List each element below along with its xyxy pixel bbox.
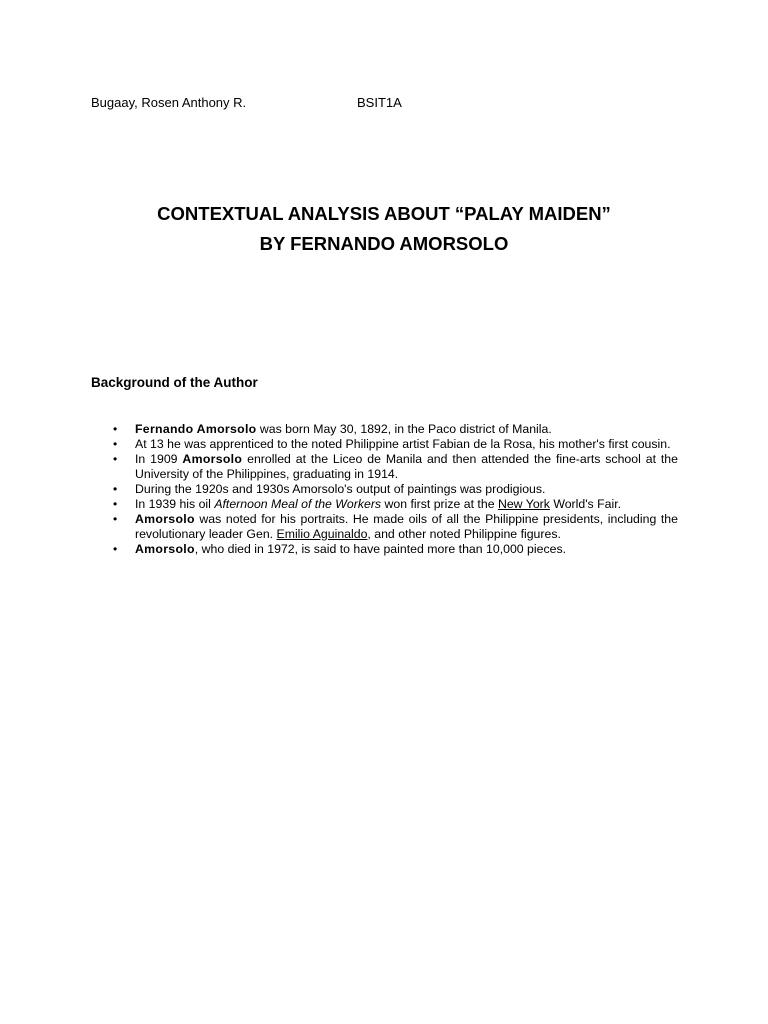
bullet-icon: •	[113, 422, 118, 436]
list-item: • Fernando Amorsolo was born May 30, 1892, in the Paco district of Manila.	[113, 422, 552, 436]
list-item: • In 1909 Amorsolo enrolled at the Liceo de Manila and then attended the fine-arts school at the University of the Philippines, graduating in 1914.	[113, 452, 678, 481]
emilio-aguinaldo-link[interactable]: Emilio Aguinaldo	[276, 527, 368, 541]
bullet-icon: •	[113, 542, 118, 556]
student-name: Bugaay, Rosen Anthony R.	[91, 95, 247, 110]
title-line-2: BY FERNANDO AMORSOLO	[259, 233, 509, 254]
section-heading: Background of the Author	[91, 375, 258, 390]
list-item: • In 1939 his oil Afternoon Meal of the Workers won first prize at the New York World's Fair.	[113, 497, 622, 511]
list-item: • Amorsolo, who died in 1972, is said to have painted more than 10,000 pieces.	[113, 542, 567, 556]
bullet-icon: •	[113, 482, 118, 496]
list-item: • During the 1920s and 1930s Amorsolo's output of paintings was prodigious.	[113, 482, 546, 496]
list-item: • At 13 he was apprenticed to the noted Philippine artist Fabian de la Rosa, his mother's first cousin.	[113, 437, 671, 451]
list-item: • Amorsolo was noted for his portraits. He made oils of all the Philippine presidents, including the revolutionary leader Gen. Emilio Aguinaldo, and other noted Philippine figures.	[113, 512, 678, 541]
document-title	[0, 199, 768, 259]
bullet-icon: •	[113, 452, 118, 466]
author-header	[91, 95, 402, 111]
student-course: BSIT1A	[357, 95, 402, 110]
bullet-icon: •	[113, 512, 118, 526]
author-background-list	[113, 422, 678, 557]
new-york-link[interactable]: New York	[497, 497, 550, 511]
bullet-icon: •	[113, 437, 118, 451]
title-line-1: CONTEXTUAL ANALYSIS ABOUT “PALAY MAIDEN”	[157, 203, 611, 224]
bullet-icon: •	[113, 497, 118, 511]
